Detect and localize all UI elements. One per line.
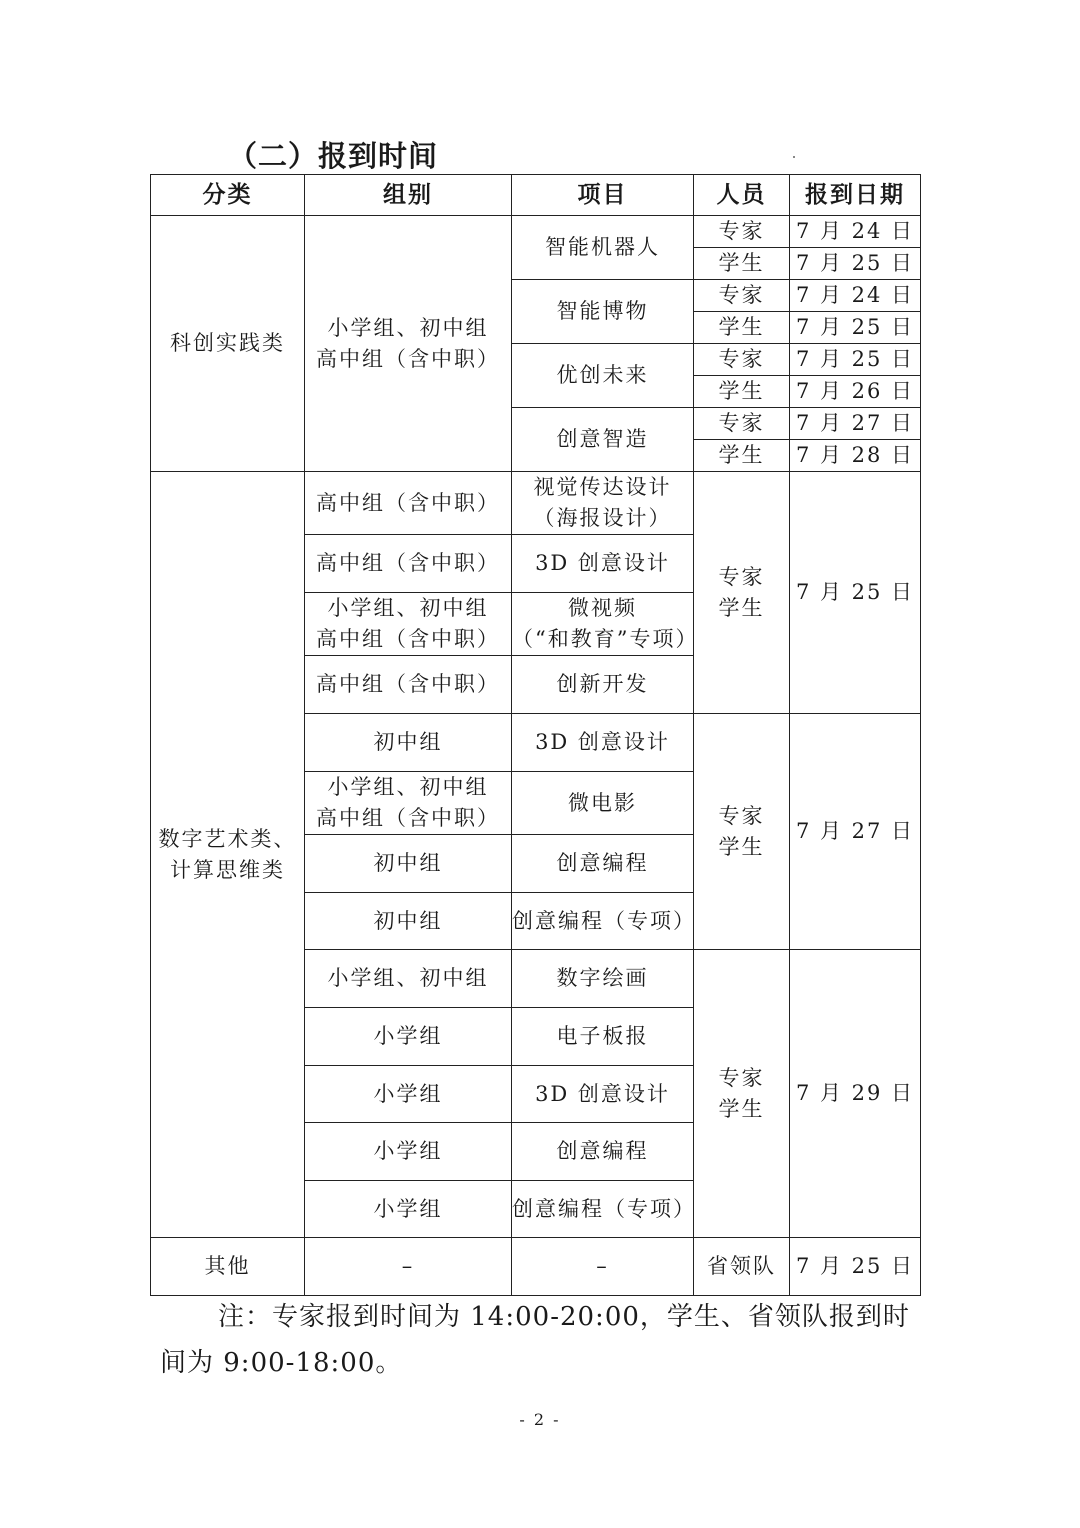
project-cell [512, 950, 694, 1008]
project-cell [512, 535, 694, 593]
group-line: 初中组 [373, 908, 443, 933]
project-line: 创意编程 [556, 1139, 649, 1163]
project-cell: – [512, 1238, 694, 1296]
person-cell: 专家 [694, 344, 790, 376]
table-row [151, 472, 921, 535]
scan-speck [793, 156, 795, 158]
project-line: 视觉传达设计 [533, 475, 672, 499]
project-line: 微电影 [568, 790, 637, 815]
project-cell: 创意智造 [512, 408, 694, 472]
project-line: 数字绘画 [556, 966, 649, 990]
group-line: 小学组 [373, 1081, 443, 1106]
person-line: 专家 [718, 803, 765, 828]
date-cell: 7 月 26 日 [790, 376, 921, 408]
date-cell: 7 月 29 日 [790, 950, 921, 1238]
project-cell [512, 772, 694, 835]
group-line: 高中组（含中职） [316, 672, 500, 696]
person-line: 学生 [718, 1096, 765, 1121]
group-cell [305, 772, 512, 835]
person-cell [694, 950, 790, 1238]
group-cell [305, 714, 512, 772]
date-cell: 7 月 25 日 [790, 1238, 921, 1296]
category-line: 数字艺术类、 [158, 826, 297, 851]
project-cell [512, 1123, 694, 1181]
date-cell: 7 月 27 日 [790, 714, 921, 950]
project-line: 3D 创意设计 [535, 1081, 670, 1106]
date-cell: 7 月 25 日 [790, 248, 921, 280]
project-cell [512, 1066, 694, 1123]
date-cell: 7 月 25 日 [790, 344, 921, 376]
category-cell: 其他 [151, 1238, 305, 1296]
person-cell: 省领队 [694, 1238, 790, 1296]
group-cell [305, 1123, 512, 1181]
date-cell: 7 月 25 日 [790, 472, 921, 714]
group-cell [305, 950, 512, 1008]
group-line: 小学组、初中组 [327, 596, 489, 620]
date-cell: 7 月 24 日 [790, 216, 921, 248]
person-line: 专家 [718, 564, 765, 589]
group-line: 小学组、初中组 [327, 966, 489, 990]
person-cell [694, 472, 790, 714]
person-line: 学生 [718, 834, 765, 859]
group-cell [305, 1066, 512, 1123]
table-row [151, 216, 921, 248]
group-cell [305, 472, 512, 535]
group-cell [305, 893, 512, 950]
group-cell [305, 835, 512, 893]
project-line: （海报设计） [533, 506, 672, 530]
group-line: 高中组（含中职） [316, 627, 500, 651]
project-line: 创意编程（专项） [512, 908, 696, 933]
person-line: 专家 [718, 1065, 765, 1090]
project-cell [512, 714, 694, 772]
group-cell [305, 1181, 512, 1238]
header-project: 项目 [512, 175, 694, 216]
group-line: 小学组 [373, 1139, 443, 1163]
project-cell: 优创未来 [512, 344, 694, 408]
date-cell: 7 月 24 日 [790, 280, 921, 312]
header-date: 报到日期 [790, 175, 921, 216]
project-cell [512, 1008, 694, 1066]
group-cell [305, 656, 512, 714]
category-cell [151, 472, 305, 1238]
group-line: 小学组 [373, 1196, 443, 1221]
group-line: 小学组、初中组 [327, 775, 489, 799]
project-cell [512, 593, 699, 656]
date-cell: 7 月 25 日 [790, 312, 921, 344]
project-cell: 智能博物 [512, 280, 694, 344]
header-category: 分类 [151, 175, 305, 216]
person-cell: 专家 [694, 216, 790, 248]
group-cell [305, 216, 512, 472]
project-cell [512, 656, 694, 714]
project-cell [512, 893, 694, 950]
person-cell: 学生 [694, 440, 790, 472]
header-person: 人员 [694, 175, 790, 216]
project-cell: 智能机器人 [512, 216, 694, 280]
group-line: 小学组 [373, 1024, 443, 1048]
page-number: - 2 - [519, 1410, 561, 1429]
project-cell [512, 1181, 694, 1238]
project-line: 3D 创意设计 [535, 551, 670, 575]
person-cell: 学生 [694, 376, 790, 408]
group-cell [305, 1008, 512, 1066]
registration-schedule-table [150, 174, 921, 1296]
person-cell: 学生 [694, 248, 790, 280]
category-line: 计算思维类 [170, 857, 285, 882]
project-line: （“和教育”专项） [512, 627, 699, 651]
section-heading: （二）报到时间 [228, 139, 439, 173]
header-group: 组别 [305, 175, 512, 216]
group-line: 初中组 [373, 851, 443, 875]
person-cell: 专家 [694, 408, 790, 440]
project-line: 电子板报 [556, 1024, 649, 1048]
project-line: 3D 创意设计 [535, 730, 670, 754]
project-line: 微视频 [568, 596, 637, 620]
group-line: 小学组、初中组 [327, 315, 489, 340]
person-cell [694, 714, 790, 950]
category-cell: 科创实践类 [151, 216, 305, 472]
person-line: 学生 [718, 595, 765, 620]
footnote: 注：专家报到时间为 14:00-20:00，学生、省领队报到时间为 9:00-18:00。 [160, 1302, 910, 1378]
group-cell: – [305, 1238, 512, 1296]
project-line: 创意编程（专项） [512, 1196, 696, 1221]
group-line: 高中组（含中职） [316, 551, 500, 575]
group-line: 初中组 [373, 730, 443, 754]
group-cell [305, 593, 512, 656]
group-line: 高中组（含中职） [316, 346, 500, 371]
table-header-row [151, 175, 921, 216]
date-cell: 7 月 28 日 [790, 440, 921, 472]
group-cell [305, 535, 512, 593]
project-cell [512, 835, 694, 893]
person-cell: 专家 [694, 280, 790, 312]
group-line: 高中组（含中职） [316, 490, 500, 515]
table-row [151, 1238, 921, 1296]
group-line: 高中组（含中职） [316, 806, 500, 830]
project-line: 创意编程 [556, 851, 649, 875]
person-cell: 学生 [694, 312, 790, 344]
project-line: 创新开发 [556, 672, 649, 696]
project-cell [512, 472, 694, 535]
date-cell: 7 月 27 日 [790, 408, 921, 440]
